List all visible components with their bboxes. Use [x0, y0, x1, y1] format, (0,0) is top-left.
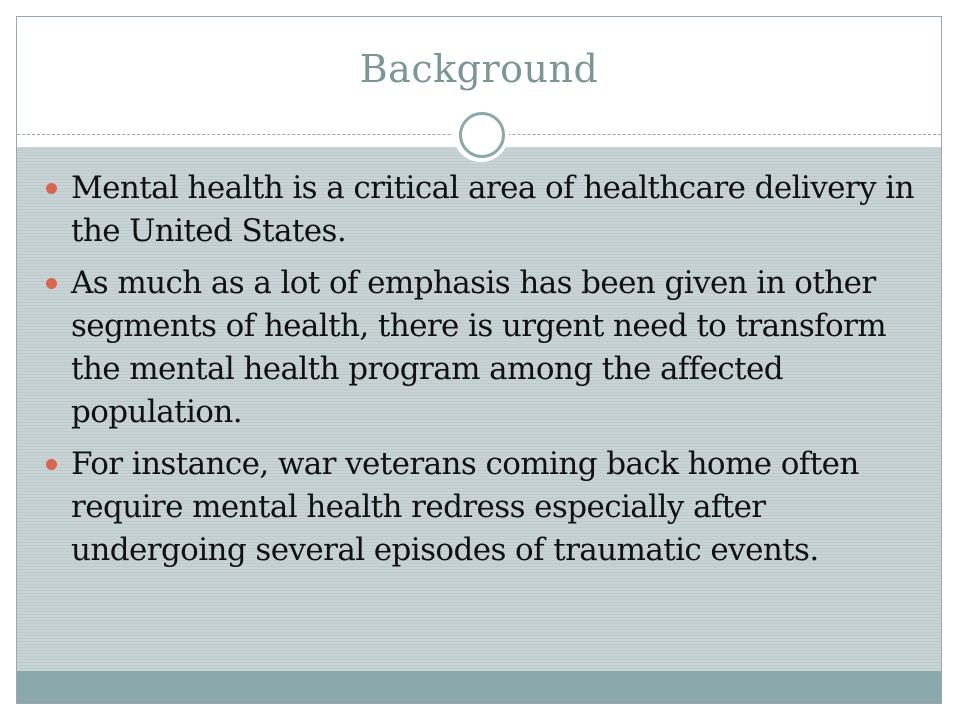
- slide: [16, 16, 942, 704]
- circle-ornament-icon: [453, 106, 509, 162]
- bullet-dot-icon: [46, 278, 57, 289]
- bullet-text: Mental health is a critical area of healthcare delivery in the United States.: [71, 170, 914, 249]
- circle-ring: [459, 112, 505, 158]
- slide-title: Background: [359, 47, 599, 91]
- bullet-item: [17, 443, 942, 572]
- bullet-text: For instance, war veterans coming back home often require mental health redress especially after undergoing several episodes of traumatic events.: [71, 446, 859, 568]
- footer-bar: [17, 671, 941, 704]
- bullet-item: [17, 262, 942, 434]
- bullet-text: As much as a lot of emphasis has been given in other segments of health, there is urgent need to transform the mental health program among the affected population.: [71, 265, 887, 430]
- bullet-list: [17, 167, 942, 581]
- bullet-dot-icon: [46, 459, 57, 470]
- bullet-dot-icon: [46, 183, 57, 194]
- bullet-item: [17, 167, 942, 253]
